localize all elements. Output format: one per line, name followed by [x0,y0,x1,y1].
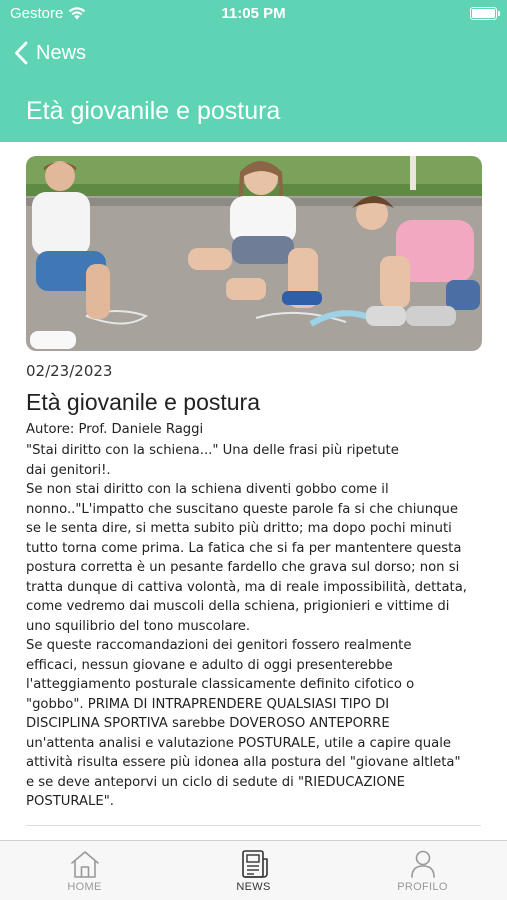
tab-home-label: HOME [67,881,102,893]
status-bar [0,0,507,28]
article-title: Età giovanile e postura [26,389,260,415]
tab-news-label: NEWS [236,881,271,893]
tab-profilo-label: PROFILO [397,881,448,893]
article-date: 02/23/2023 [26,362,113,380]
article-content[interactable] [0,142,507,840]
battery-icon [470,7,497,20]
newspaper-icon [239,849,269,879]
status-time: 11:05 PM [221,5,286,22]
article-body: "Stai diritto con la schiena..." Una delle frasi più ripetute dai genitori!. Se non stai diritto con la schiena diventi gobbo come il nonno.."L'impatto che suscitano queste parole fa si che chiunque se le senta dire, si metta subito più dritto; ma dopo pochi minuti tutto torna come prima. La fatica che si fa per mantentere questa postura corretta è un pesante fardello che grava sul dorso; non si tratta dunque di cattiva volontà, ma di reale impossibilità, dettata, come vedremo dai muscoli della schiena, prigionieri e vittime di uno squilibrio del tono muscolare. Se queste raccomandazioni dei genitori fossero realmente efficaci, nessun giovane e adulto di oggi presenterebbe l'atteggiamento posturale classicamente definito cifotico o "gobbo". PRIMA DI INTRAPRENDERE QUALSIASI TIPO DI DISCIPLINA SPORTIVA sarebbe DOVEROSO ANTEPORRE un'attenta analisi e valutazione POSTURALE, utile a capire quale attività risulta essere più idonea alla postura del "giovane altleta" e se deve anteporvi un ciclo di sedute di "RIEDUCAZIONE POSTURALE". [26,443,467,809]
user-icon [408,849,438,879]
carrier-name: Gestore [10,5,64,22]
tab-bar [0,840,507,900]
tab-home[interactable] [0,841,169,900]
tab-news[interactable] [169,841,338,900]
article-image [26,156,482,351]
app-header [0,0,507,142]
tab-profilo[interactable] [338,841,507,900]
chevron-left-icon [14,41,28,65]
home-icon [69,849,101,879]
back-button[interactable] [14,38,86,68]
page-title: Età giovanile e postura [26,97,281,125]
back-label: News [36,41,87,64]
article-author: Autore: Prof. Daniele Raggi [26,422,204,437]
content-divider [26,825,481,826]
